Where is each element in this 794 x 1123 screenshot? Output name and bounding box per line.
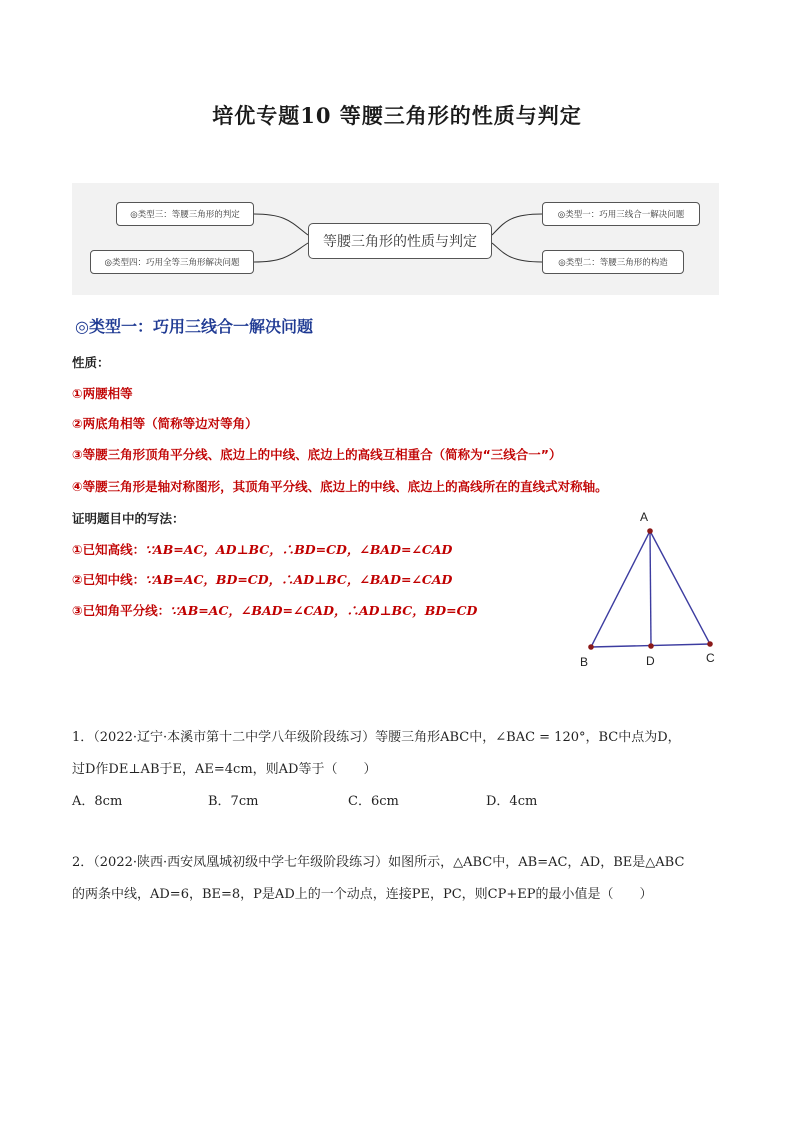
point-b	[588, 644, 594, 650]
proof-body: ∵AB=AC，∠BAD=∠CAD，∴AD⊥BC，BD=CD	[170, 603, 478, 618]
section-heading: ◎类型一：巧用三线合一解决问题	[75, 317, 313, 336]
mind-map-node-type4: ◎类型四：巧用全等三角形解决问题	[90, 250, 254, 274]
question-1-option-c: C．6cm	[348, 794, 399, 809]
proof-body: ∵AB=AC，AD⊥BC，∴BD=CD，∠BAD=∠CAD	[145, 542, 453, 557]
segment-ad	[650, 531, 651, 646]
property-item: ④等腰三角形是轴对称图形，其顶角平分线、底边上的中线、底边上的高线所在的直线式对称轴。	[72, 479, 608, 494]
proof-prefix: ③已知角平分线：	[72, 603, 171, 618]
side-ac	[650, 531, 710, 644]
label-d: D	[646, 654, 655, 668]
question-2-line-2: 的两条中线，AD=6，BE=8，P是AD上的一个动点，连接PE，PC，则CP+EP的最小值是（ ）	[72, 887, 653, 902]
side-ab	[591, 531, 650, 647]
mind-map-center: 等腰三角形的性质与判定	[308, 223, 492, 259]
properties-label: 性质：	[72, 355, 110, 370]
isosceles-triangle-figure	[570, 505, 730, 675]
label-a: A	[640, 510, 649, 524]
question-1-line-2: 过D作DE⊥AB于E，AE=4cm，则AD等于（ ）	[72, 762, 377, 777]
proof-item	[72, 540, 452, 558]
proof-prefix: ①已知高线：	[72, 542, 146, 557]
question-2-line-1: 2．（2022·陕西·西安凤凰城初级中学七年级阶段练习）如图所示，△ABC中，AB=AC，AD，BE是△ABC	[72, 855, 685, 870]
point-a	[647, 528, 653, 534]
question-1-option-a: A．8cm	[72, 794, 123, 809]
proof-prefix: ②已知中线：	[72, 572, 146, 587]
mind-map	[72, 183, 719, 295]
proof-item	[72, 601, 477, 619]
property-item: ②两底角相等（简称等边对等角）	[72, 416, 258, 431]
page-title: 培优专题10 等腰三角形的性质与判定	[212, 103, 582, 128]
mind-map-node-type2: ◎类型二：等腰三角形的构造	[542, 250, 684, 274]
proof-item	[72, 570, 452, 588]
property-item: ③等腰三角形顶角平分线、底边上的中线、底边上的高线互相重合（简称为“三线合一”）	[72, 447, 562, 462]
proof-body: ∵AB=AC，BD=CD，∴AD⊥BC，∠BAD=∠CAD	[145, 572, 453, 587]
question-1-option-b: B．7cm	[208, 794, 259, 809]
label-c: C	[706, 651, 715, 665]
point-c	[707, 641, 713, 647]
mind-map-node-type3: ◎类型三：等腰三角形的判定	[116, 202, 254, 226]
point-d	[648, 643, 654, 649]
label-b: B	[580, 655, 589, 669]
proof-label: 证明题目中的写法：	[72, 511, 185, 526]
mind-map-node-type1: ◎类型一：巧用三线合一解决问题	[542, 202, 700, 226]
question-1-option-d: D．4cm	[486, 794, 538, 809]
property-item: ①两腰相等	[72, 386, 133, 401]
question-1-line-1: 1．（2022·辽宁·本溪市第十二中学八年级阶段练习）等腰三角形ABC中，∠BAC = 120°，BC中点为D，	[72, 730, 681, 745]
